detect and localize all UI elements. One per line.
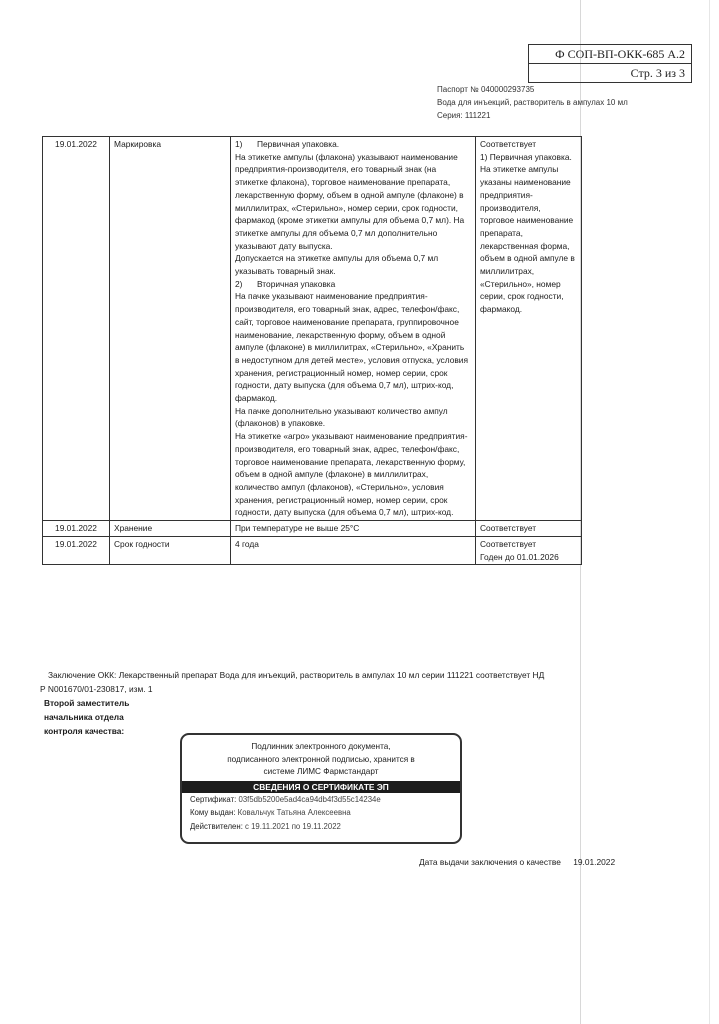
issue-date: 19.01.2022 (573, 857, 616, 867)
requirement-item: На пачке указывают наименование предприятия-производителя, его товарный знак, адрес, телефон/факс, сайт, торговое наименование препарата, группировочное наименование, лекарственную форму, объем в одной ампуле (флаконе) в миллилитрах, «Стерильно», «Хранить в недоступном для детей месте», условия отпуска, условия хранения, регистрационный номер, номер серии, срок годности, дату выпуска (для объема 0,7 мл), штрих-код, фармакод. (235, 291, 469, 404)
owner-value: Ковальчук Татьяна Алексеевна (237, 808, 351, 817)
requirement-item: На пачке дополнительно указывают количество ампул (флаконов) в упаковке. (235, 405, 448, 429)
stamp-validity-row (182, 820, 460, 834)
requirement-item: На этикетке ампулы (флакона) указывают наименование предприятия-производителя, его товарный знак (на этикетке флакона), торговое наименование препарата, лекарственную форму, объем в одной ампуле (флаконе) в миллилитрах, «Стерильно», номер серии, срок годности, фармакод (кроме этикетки ампулы для объема 0,7 мл). На этикетке ампулы для объема 0,7 мл дополнительно указывают дату выпуска. (235, 151, 465, 251)
table-row (43, 521, 582, 537)
requirement-item: Допускается на этикетке ампулы для объема 0,7 мл указывать товарный знак. (235, 253, 439, 277)
owner-label: Кому выдан: (190, 808, 236, 817)
signer-line: контроля качества: (44, 726, 125, 736)
scan-edge-line-right (709, 0, 710, 1024)
table-row (43, 536, 582, 564)
signer-line: начальника отдела (44, 712, 124, 722)
signer-line: Второй заместитель (44, 698, 130, 708)
cert-value: 03f5db5200e5ad4ca94db4f3d55c14234e (238, 794, 381, 804)
result-line: На этикетке ампулы указаны наименование предприятия-производителя, торговое наименование препарата, лекарственная форма, объем в одной ампуле в миллилитрах, «Стерильно», номер серии, срок годности, фармакод. (480, 164, 575, 315)
row-test-name: Хранение (110, 521, 231, 537)
stamp-text (182, 741, 460, 779)
form-code-box (528, 44, 692, 83)
series-number: Серия: 111221 (437, 111, 491, 120)
row-test-name: Маркировка (110, 137, 231, 521)
validity-label: Действителен: (190, 821, 243, 831)
product-name: Вода для инъекций, растворитель в ампулах 10 мл (437, 98, 628, 107)
conclusion (40, 668, 600, 696)
stamp-certificate-header: СВЕДЕНИЯ О СЕРТИФИКАТЕ ЭП (182, 781, 460, 793)
result-line: Соответствует (480, 139, 537, 149)
stamp-certificate-row (182, 793, 460, 807)
row-test-name: Срок годности (110, 536, 231, 564)
test-results-table (42, 136, 582, 565)
row-requirements: 4 года (231, 536, 476, 564)
electronic-signature-stamp (180, 733, 462, 844)
conclusion-line-1: Заключение ОКК: Лекарственный препарат Вода для инъекций, растворитель в ампулах 10 мл серии 111221 соответствует НД (48, 670, 545, 680)
requirement-item: На этикетке «агро» указывают наименование предприятия-производителя, его товарный знак, адрес, телефон/факс, торговое наименование препарата, лекарственную форму, объем в одной ампуле (флаконе) в миллилитрах, количество ампул (флаконов), «Стерильно», условия хранения, регистрационный номер, номер серии, срок годности, дату выпуска (для объема 0,7 мл), штрих-код. (235, 431, 468, 518)
page-number: Стр. 3 из 3 (630, 66, 685, 80)
row-result (476, 536, 582, 564)
row-requirements: При температуре не выше 25°C (231, 521, 476, 537)
stamp-owner-row (182, 806, 460, 820)
passport-header (437, 83, 628, 122)
result-line: 1) Первичная упаковка. (480, 151, 572, 162)
result-line: Соответствует (480, 538, 537, 549)
passport-number: Паспорт № 040000293735 (437, 85, 535, 94)
row-date: 19.01.2022 (43, 137, 110, 521)
requirement-number: 2) (235, 278, 243, 289)
table-row (43, 137, 582, 521)
result-line: Годен до 01.01.2026 (480, 551, 559, 562)
form-code: Ф СОП-ВП-ОКК-685 А.2 (529, 45, 691, 64)
signer-title (44, 696, 129, 738)
cert-label: Сертификат: (190, 794, 237, 804)
validity-value: с 19.11.2021 по 19.11.2022 (245, 821, 341, 831)
row-requirements (231, 137, 476, 521)
stamp-line: системе ЛИМС Фармстандарт (263, 767, 379, 776)
stamp-line: Подлинник электронного документа, (251, 742, 391, 751)
stamp-line: подписанного электронной подписью, хранится в (227, 754, 415, 764)
requirement-item: 1) Первичная упаковка. (235, 139, 340, 149)
row-result: Соответствует (476, 521, 582, 537)
row-date: 19.01.2022 (43, 521, 110, 537)
requirement-number: 1) (235, 139, 243, 149)
row-date: 19.01.2022 (43, 536, 110, 564)
issue-date-line (419, 857, 615, 867)
issue-date-label: Дата выдачи заключения о качестве (419, 857, 561, 867)
row-result (476, 137, 582, 521)
conclusion-line-2: Р N001670/01-230817, изм. 1 (40, 684, 153, 694)
requirement-item: 2) Вторичная упаковка (235, 278, 336, 289)
